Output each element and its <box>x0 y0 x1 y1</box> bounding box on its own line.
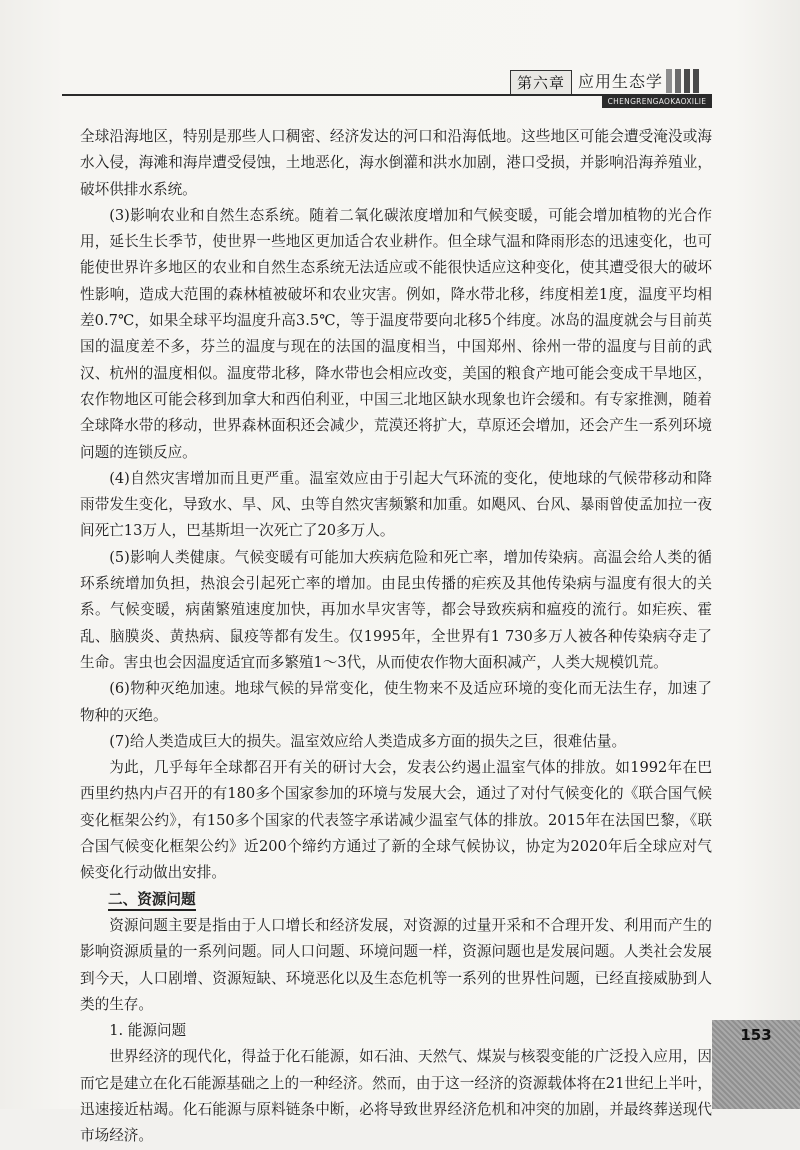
paragraph: 世界经济的现代化，得益于化石能源，如石油、天然气、煤炭与核裂变能的广泛投入应用，因而它是建立在化石能源基础之上的一种经济。然而，由于这一经济的资源载体将在21世纪上半叶，迅速接近枯竭。化石能源与原料链条中断，必将导致世界经济危机和冲突的加剧，并最终葬送现代市场经济。 <box>80 1048 712 1145</box>
series-pinyin-label: CHENGRENGAOKAOXILIE <box>602 96 712 108</box>
paragraph: (3)影响农业和自然生态系统。随着二氧化碳浓度增加和气候变暖，可能会增加植物的光合作用，延长生长季节，使世界一些地区更加适合农业耕作。但全球气温和降雨形态的迅速变化，也可能使世界许多地区的农业和自然生态系统无法适应或不能很快适应这种变化，使其遭受很大的破坏性影响，造成大范围的森林植被破坏和农业灾害。例如，降水带北移，纬度相差1度，温度平均相差0.7℃，如果全球平均温度升高3.5℃，等于温度带要向北移5个纬度。冰岛的温度就会与目前英国的温度差不多，芬兰的温度与现在的法国的温度相当，中国郑州、徐州一带的温度与目前的武汉、杭州的温度相似。温度带北移，降水带也会相应改变，美国的粮食产地可能会变成干旱地区，农作物地区可能会移到加拿大和西伯利亚，中国三北地区缺水现象也许会缓和。有专家推测，随着全球降水带的移动，世界森林面积还会减少，荒漠还将扩大，草原还会增加，还会产生一系列环境问题的连锁反应。 <box>80 206 712 461</box>
header-decoration-bars <box>666 69 699 93</box>
paragraph: 为此，几乎每年全球都召开有关的研讨大会，发表公约遏止温室气体的排放。如1992年在巴西里约热内卢召开的有180多个国家参加的环境与发展大会，通过了对付气候变化的《联合国气候变化框架公约》，有150多个国家的代表签字承诺减少温室气体的排放。2015年在法国巴黎，《联合国气候变化框架公约》近200个缔约方通过了新的全球气候协议，协定为2020年后全球应对气候变化行动做出安排。 <box>80 759 712 882</box>
section-heading <box>80 887 712 913</box>
chapter-label: 第六章 <box>510 70 572 96</box>
page-number: 153 <box>740 1026 772 1044</box>
paragraph: 全球沿海地区，特别是那些人口稠密、经济发达的河口和沿海低地。这些地区可能会遭受淹没或海水入侵，海滩和海岸遭受侵蚀，土地恶化，海水倒灌和洪水加剧，港口受损，并影响沿海养殖业，破坏供排水系统。 <box>80 128 712 198</box>
paragraph: (7)给人类造成巨大的损失。温室效应给人类造成多方面的损失之巨，很难估量。 <box>109 732 627 750</box>
paragraph: (5)影响人类健康。气候变暖有可能加大疾病危险和死亡率，增加传染病。高温会给人类的循环系统增加负担，热浪会引起死亡率的增加。由昆虫传播的疟疾及其他传染病与温度有很大的关系。气候变暖，病菌繁殖速度加快，再加水旱灾害等，都会导致疾病和瘟疫的流行。如疟疾、霍乱、脑膜炎、黄热病、鼠疫等都有发生。仅1995年，全世界有1 730多万人被各种传染病夺走了生命。害虫也会因温度适宜而多繁殖1～3代，从而使农作物大面积减产，人类大规模饥荒。 <box>80 548 712 671</box>
paragraph: (4)自然灾害增加而且更严重。温室效应由于引起大气环流的变化，使地球的气候带移动和降雨带发生变化，导致水、旱、风、虫等自然灾害频繁和加重。如飓风、台风、暴雨曾使孟加拉一夜间死亡13万人，巴基斯坦一次死亡了20多万人。 <box>80 469 712 540</box>
subsection-heading: 1. 能源问题 <box>109 1022 187 1040</box>
paragraph: 资源问题主要是指由于人口增长和经济发展，对资源的过量开采和不合理开发、利用而产生的影响资源质量的一系列问题。同人口问题、环境问题一样，资源问题也是发展问题。人类社会发展到今天，人口剧增、资源短缺、环境恶化以及生态危机等一系列的世界性问题，已经直接威胁到人类的生存。 <box>80 916 712 1013</box>
paragraph: (6)物种灭绝加速。地球气候的异常变化，使生物来不及适应环境的变化而无法生存，加速了物种的灭绝。 <box>80 680 712 724</box>
running-head-title: 应用生态学 <box>578 72 664 91</box>
section-heading-text: 二、资源问题 <box>108 891 196 911</box>
body-text <box>80 124 712 1150</box>
